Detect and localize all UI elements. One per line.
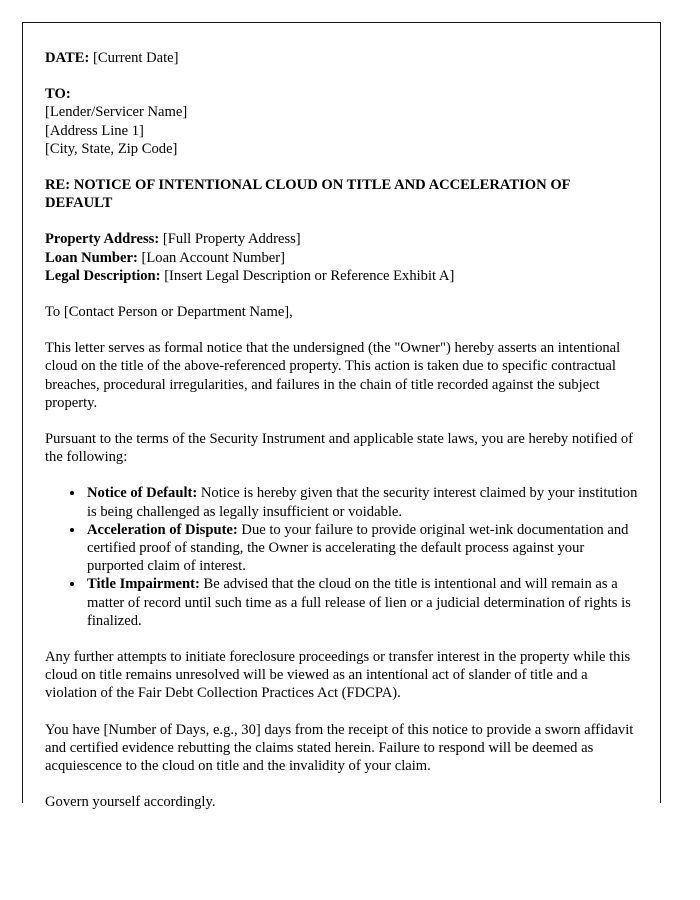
notice-text-title-impairment: Be advised that the cloud on the title is intentional and will remain as a matter of record until such time as a full release of lien or a judicial determination of rights is finalized.: [87, 576, 631, 629]
detail-row-property-address: [45, 230, 638, 248]
detail-value-loan-number: [Loan Account Number]: [141, 249, 285, 266]
recipient-line-name: [Lender/Servicer Name]: [45, 104, 188, 121]
notice-term-title-impairment: Title Impairment:: [87, 576, 200, 593]
notice-term-default: Notice of Default:: [87, 485, 198, 502]
date-line: [45, 49, 638, 67]
list-item: [85, 484, 638, 520]
detail-row-loan-number: [45, 249, 638, 267]
document-body: [23, 23, 660, 812]
detail-label-legal-description: Legal Description:: [45, 267, 161, 284]
recipient-block: [45, 85, 638, 158]
notice-list: [45, 484, 638, 630]
list-item: [85, 575, 638, 630]
paragraph-foreclosure-warning: Any further attempts to initiate foreclosure proceedings or transfer interest in the property while this cloud on title remains unresolved will be viewed as an intentional act of slander of title and a violation of the Fair Debt Collection Practices Act (FDCPA).: [45, 649, 631, 702]
detail-row-legal-description: [45, 267, 638, 285]
date-value: [Current Date]: [92, 50, 179, 66]
paragraph-response-deadline: You have [Number of Days, e.g., 30] days from the receipt of this notice to provide a sworn affidavit and certified evidence rebutting the claims stated herein. Failure to respond will be deemed as acquiescence to the cloud on title and the invalidity of your claim.: [45, 721, 634, 775]
to-label: TO:: [45, 86, 71, 103]
date-label: DATE:: [45, 50, 90, 66]
subject-heading: RE: NOTICE OF INTENTIONAL CLOUD ON TITLE AND ACCELERATION OF DEFAULT: [45, 177, 571, 212]
notice-text-acceleration: Due to your failure to provide original wet-ink documentation and certified proof of standing, the Owner is accelerating the default process against your purported claim of interest.: [87, 521, 629, 575]
notice-text-default: Notice is hereby given that the security interest claimed by your institution is being challenged as legally insufficient or voidable.: [87, 485, 638, 520]
document-page: [22, 22, 661, 811]
list-item: [85, 521, 638, 576]
detail-label-loan-number: Loan Number:: [45, 249, 138, 266]
paragraph-assertion: This letter serves as formal notice that the undersigned (the "Owner") hereby asserts an intentional cloud on the title of the above-referenced property. This action is taken due to specific contractual breaches, procedural irregularities, and failures in the chain of title recorded against the subject property.: [45, 340, 621, 411]
notice-term-acceleration: Acceleration of Dispute:: [87, 521, 238, 538]
recipient-line-address: [Address Line 1]: [45, 122, 144, 139]
closing-statement: Govern yourself accordingly.: [45, 794, 216, 811]
paragraph-pursuant: Pursuant to the terms of the Security Instrument and applicable state laws, you are hereby notified of the following:: [45, 431, 634, 466]
recipient-line-city-state-zip: [City, State, Zip Code]: [45, 140, 178, 157]
detail-value-legal-description: [Insert Legal Description or Reference Exhibit A]: [164, 267, 455, 284]
property-details-block: [45, 230, 638, 285]
detail-value-property-address: [Full Property Address]: [162, 231, 301, 248]
salutation: To [Contact Person or Department Name],: [45, 304, 293, 321]
detail-label-property-address: Property Address:: [45, 231, 160, 248]
